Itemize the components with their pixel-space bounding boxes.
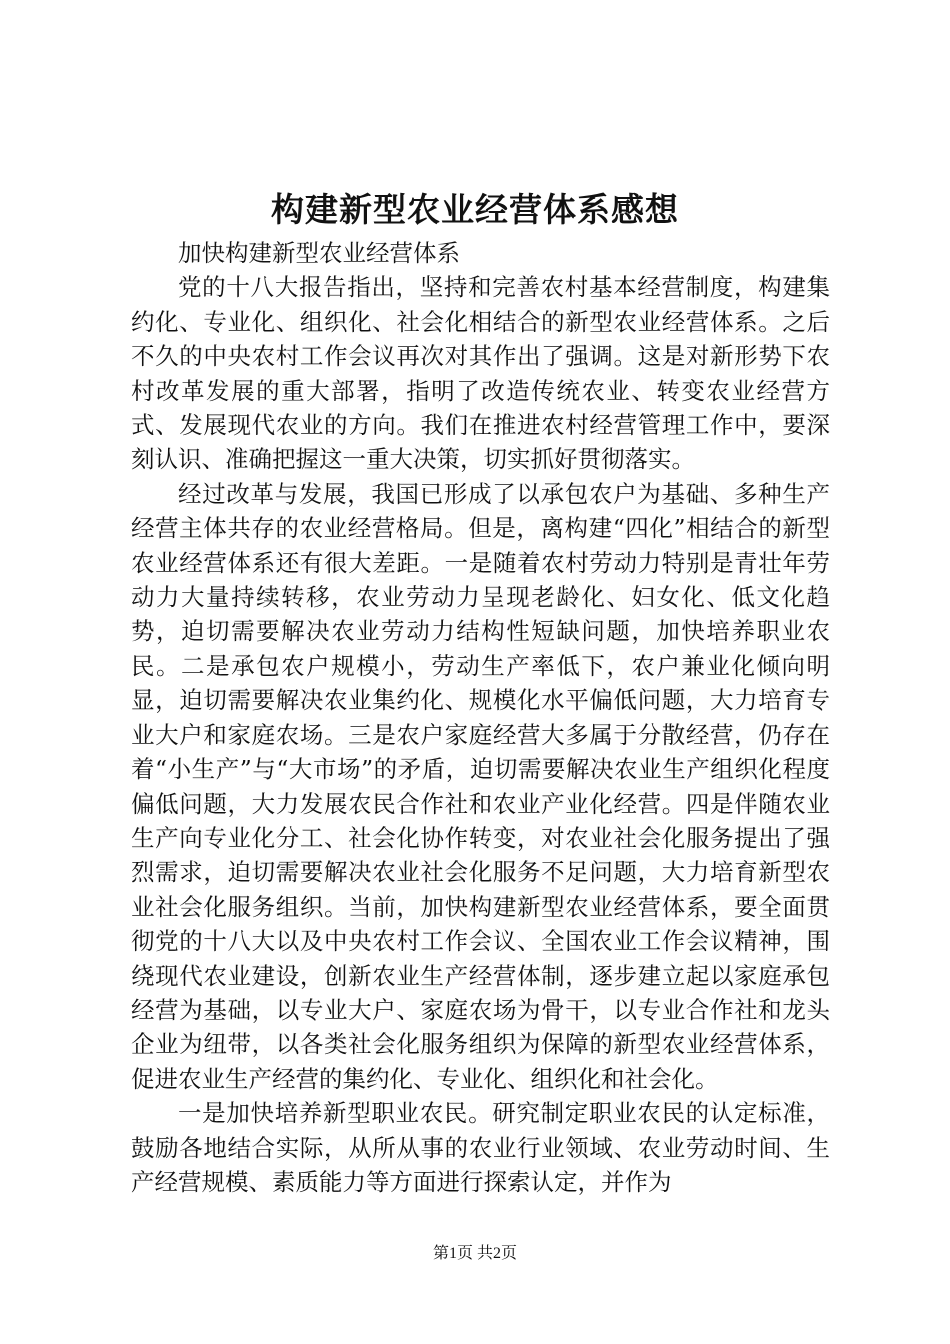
page-number-footer: 第1页 共2页 [432,1245,517,1262]
document-body [131,236,830,1199]
paragraph-2: 经过改革与发展，我国已形成了以承包农户为基础、多种生产经营主体共存的农业经营格局。但是，离构建“四化”相结合的新型农业经营体系还有很大差距。一是随着农村劳动力特别是青壮年劳动力大量持续转移，农业劳动力呈现老龄化、妇女化、低文化趋势，迫切需要解决农业劳动力结构性短缺问题，加快培养职业农民。二是承包农户规模小，劳动生产率低下，农户兼业化倾向明显，迫切需要解决农业集约化、规模化水平偏低问题，大力培育专业大户和家庭农场。三是农户家庭经营大多属于分散经营，仍存在着“小生产”与“大市场”的矛盾，迫切需要解决农业生产组织化程度偏低问题，大力发展农民合作社和农业产业化经营。四是伴随农业生产向专业化分工、社会化协作转变，对农业社会化服务提出了强烈需求，迫切需要解决农业社会化服务不足问题，大力培育新型农业社会化服务组织。当前，加快构建新型农业经营体系，要全面贯彻党的十八大以及中央农村工作会议、全国农业工作会议精神，围绕现代农业建设，创新农业生产经营体制，逐步建立起以家庭承包经营为基础，以专业大户、家庭农场为骨干，以专业合作社和龙头企业为纽带，以各类社会化服务组织为保障的新型农业经营体系，促进农业生产经营的集约化、专业化、组织化和社会化。 [131,479,830,1093]
paragraph-3: 一是加快培养新型职业农民。研究制定职业农民的认定标准，鼓励各地结合实际，从所从事的农业行业领域、农业劳动时间、生产经营规模、素质能力等方面进行探索认定，并作为 [131,1099,830,1196]
paragraph-1: 党的十八大报告指出，坚持和完善农村基本经营制度，构建集约化、专业化、组织化、社会化相结合的新型农业经营体系。之后不久的中央农村工作会议再次对其作出了强调。这是对新形势下农村改革发展的重大部署，指明了改造传统农业、转变农业经营方式、发展现代农业的方向。我们在推进农村经营管理工作中，要深刻认识、准确把握这一重大决策，切实抓好贯彻落实。 [131,273,830,474]
document-title: 构建新型农业经营体系感想 [271,190,679,229]
paragraph-subtitle: 加快构建新型农业经营体系 [178,239,460,267]
